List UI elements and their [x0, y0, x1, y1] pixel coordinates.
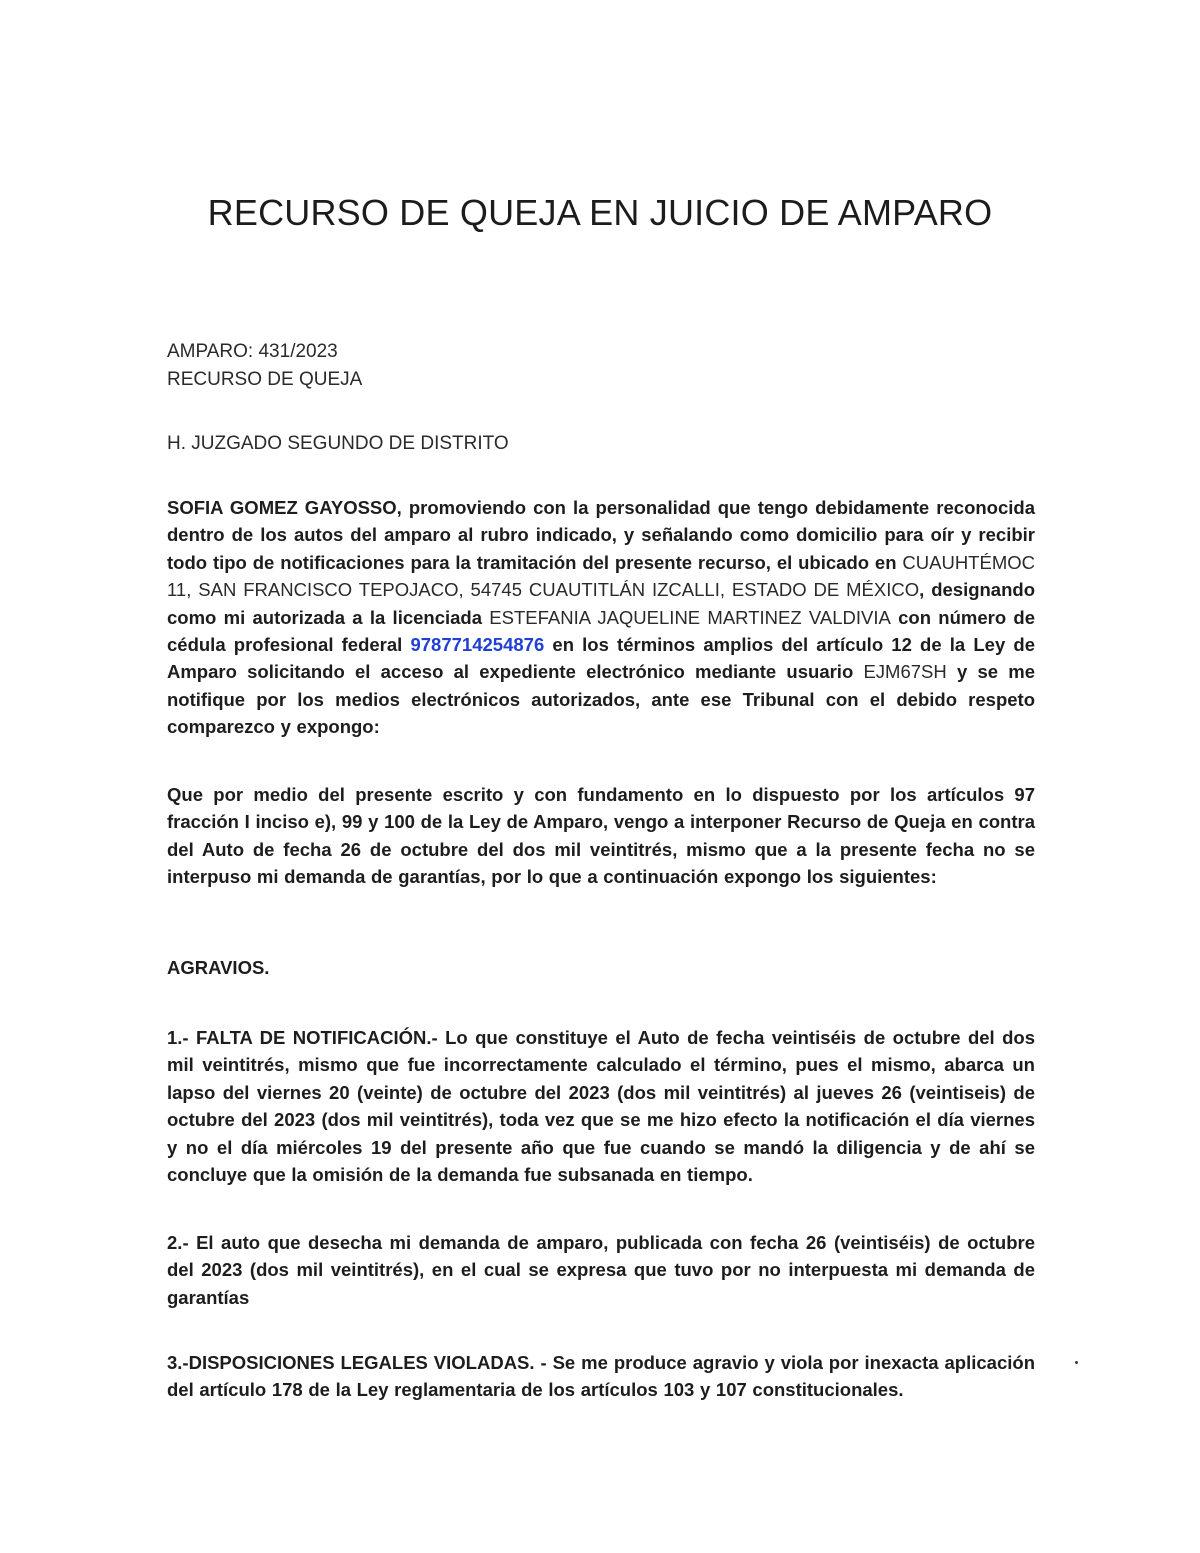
agravio-2 [167, 1229, 1035, 1311]
agravio-3-text: Se me produce agravio y viola por inexacta aplicación del artículo 178 de la Ley reglamentaria de los artículos 103 y 107 constitucionales. [167, 1352, 1035, 1401]
authorized-lawyer: ESTEFANIA JAQUELINE MARTINEZ VALDIVIA [489, 606, 891, 628]
intro-text-b: , designando como mi autorizada a la licenciada [167, 579, 1035, 628]
agravio-1 [167, 1024, 1035, 1188]
intro-text-a: , promoviendo con la personalidad que tengo debidamente reconocida dentro de los autos del amparo al rubro indicado, y señalando como domicilio para oír y recibir todo tipo de notificaciones para la tramitación del presente recurso, el ubicado en [167, 497, 1035, 573]
agravio-2-label: 2. [167, 1232, 183, 1253]
agravio-3 [167, 1349, 1035, 1404]
fundamento-paragraph: Que por medio del presente escrito y con fundamento en lo dispuesto por los artículos 97 fracción I inciso e), 99 y 100 de la Ley de Amparo, vengo a interponer Recurso de Queja en contra del Auto de fecha 26 de octubre del dos mil veintitrés, mismo que a la presente fecha no se interpuso mi demanda de garantías, por lo que a continuación expongo los siguientes: [167, 784, 1035, 888]
agravio-2-text: - El auto que desecha mi demanda de amparo, publicada con fecha 26 (veintiséis) de octubre del 2023 (dos mil veintitrés), en el cual se expresa que tuvo por no interpuesta mi demanda de garantías [167, 1232, 1035, 1308]
agravio-3-label: 3.-DISPOSICIONES LEGALES VIOLADAS. - [167, 1352, 547, 1373]
intro-paragraph [167, 494, 1035, 741]
intro-text-e: y se me notifique por los medios electrónicos autorizados, ante ese Tribunal con el debido respeto comparezco y expongo: [167, 661, 1035, 738]
domicilio-address: CUAUHTÉMOC 11, SAN FRANCISCO TEPOJACO, 54745 CUAUTITLÁN IZCALLI, ESTADO DE MÉXICO [167, 551, 1035, 601]
promovente-name: SOFIA GOMEZ GAYOSSO [167, 497, 397, 518]
case-header [167, 338, 362, 394]
agravio-1-label: 1.- FALTA DE NOTIFICACIÓN.- [167, 1027, 438, 1048]
cedula-link[interactable]: 9787714254876 [410, 634, 545, 656]
document-title: RECURSO DE QUEJA EN JUICIO DE AMPARO [207, 192, 993, 233]
intro-text-d: en los términos amplios del artículo 12 de la Ley de Amparo solicitando el acceso al expediente electrónico mediante usuario [167, 634, 1036, 683]
recurso-type: RECURSO DE QUEJA [167, 369, 363, 390]
court-name: H. JUZGADO SEGUNDO DE DISTRITO [167, 433, 509, 454]
agravio-1-text: Lo que constituye el Auto de fecha veintiséis de octubre del dos mil veintitrés, mismo que fue incorrectamente calculado el término, pues el mismo, abarca un lapso del viernes 20 (veinte) de octubre del 2023 (dos mil veintitrés) al jueves 26 (veintiseis) de octubre del 2023 (dos mil veintitrés), toda vez que se me hizo efecto la notificación el día viernes y no el día miércoles 19 del presente año que fue cuando se mandó la diligencia y de ahí se concluye que la omisión de la demanda fue subsanada en tiempo. [167, 1027, 1035, 1186]
amparo-number: AMPARO: 431/2023 [167, 341, 338, 362]
usuario-code: EJM67SH [863, 661, 947, 683]
intro-text-c: con número de cédula profesional federal [167, 606, 1035, 656]
margin-dot [1075, 1361, 1078, 1364]
agravios-heading: AGRAVIOS. [167, 957, 270, 978]
